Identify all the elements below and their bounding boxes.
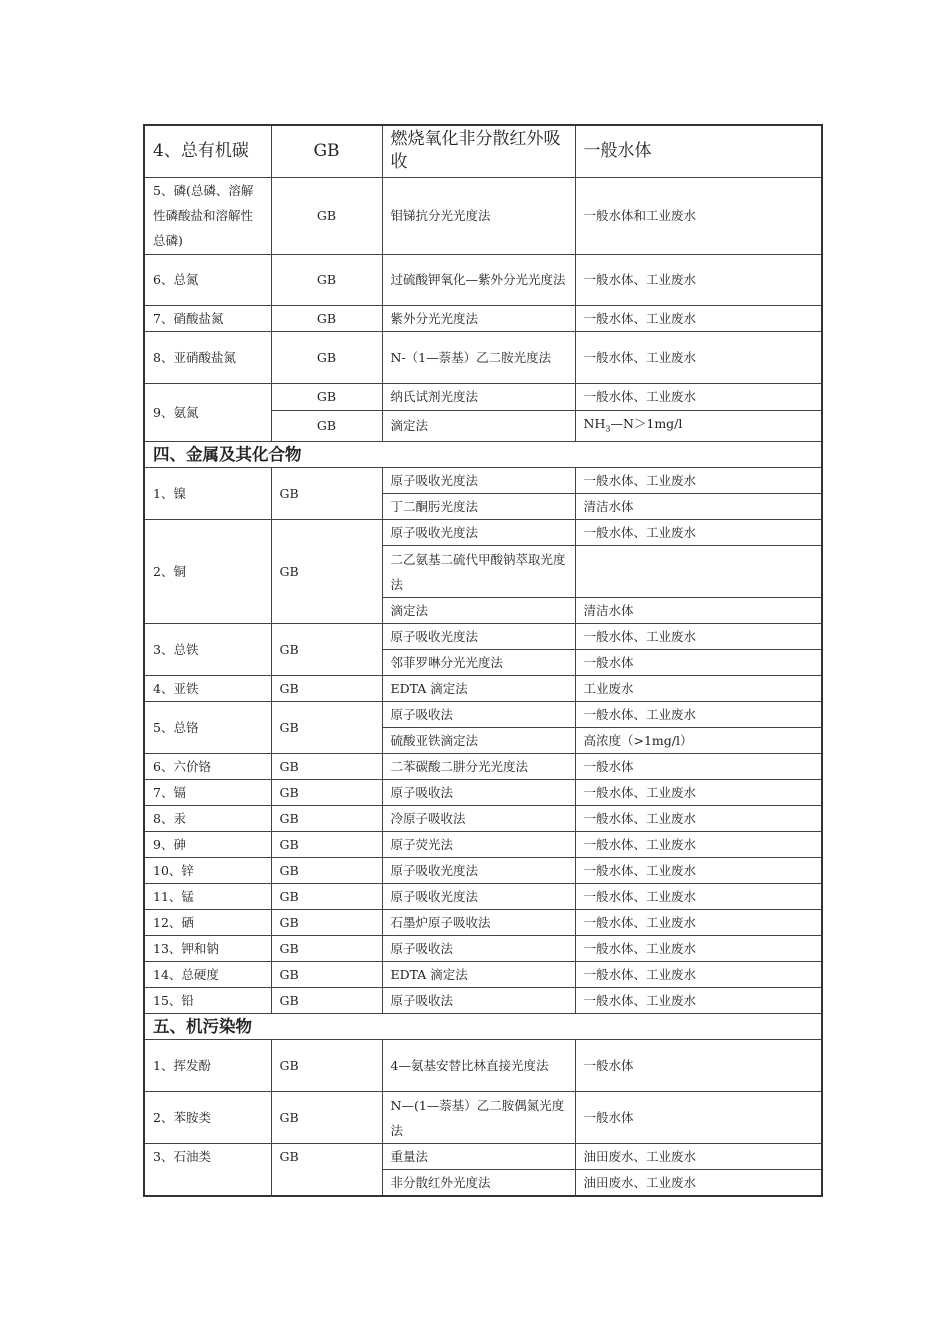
section-header-row (144, 442, 822, 468)
table-row (144, 383, 822, 410)
item-cell: 11、锰 (144, 884, 271, 910)
scope-cell: 一般水体、工业废水 (575, 468, 822, 494)
item-cell: 5、总铬 (144, 702, 271, 754)
standard-cell: GB (271, 254, 382, 305)
scope-cell: 一般水体、工业废水 (575, 780, 822, 806)
item-cell: 8、汞 (144, 806, 271, 832)
method-cell: 原子吸收法 (382, 780, 575, 806)
standard-cell: GB (271, 624, 382, 676)
method-cell: 原子吸收光度法 (382, 884, 575, 910)
scope-cell: 一般水体、工业废水 (575, 884, 822, 910)
scope-cell: 一般水体和工业废水 (575, 177, 822, 254)
item-cell: 6、总氮 (144, 254, 271, 305)
item-cell: 3、总铁 (144, 624, 271, 676)
table-row (144, 177, 822, 254)
method-cell: 非分散红外光度法 (382, 1170, 575, 1197)
method-cell: 过硫酸钾氧化—紫外分光光度法 (382, 254, 575, 305)
table-row (144, 832, 822, 858)
scope-cell: 清洁水体 (575, 598, 822, 624)
scope-suffix: —N＞1mg/l (610, 415, 683, 431)
item-cell: 14、总硬度 (144, 962, 271, 988)
method-cell: 原子吸收法 (382, 702, 575, 728)
scope-cell: 一般水体、工业废水 (575, 254, 822, 305)
scope-cell: 一般水体 (575, 650, 822, 676)
scope-prefix: NH (583, 415, 606, 431)
method-cell: 燃烧氧化非分散红外吸收 (382, 125, 575, 177)
standard-cell: GB (271, 468, 382, 520)
scope-cell: 工业废水 (575, 676, 822, 702)
section-header-row (144, 1014, 822, 1040)
method-cell: 4—氨基安替比林直接光度法 (382, 1040, 575, 1092)
item-cell: 10、锌 (144, 858, 271, 884)
table-row (144, 1092, 822, 1144)
scope-cell: 一般水体 (575, 1092, 822, 1144)
standard-cell: GB (271, 832, 382, 858)
table-row (144, 858, 822, 884)
scope-cell: 一般水体、工业废水 (575, 858, 822, 884)
standard-cell: GB (271, 988, 382, 1014)
standard-cell: GB (271, 754, 382, 780)
standard-cell: GB (271, 520, 382, 624)
item-cell: 15、铅 (144, 988, 271, 1014)
item-cell: 13、钾和钠 (144, 936, 271, 962)
scope-subscript: 3 (605, 424, 611, 433)
method-cell: 滴定法 (382, 410, 575, 442)
table-row (144, 988, 822, 1014)
scope-cell: 一般水体、工业废水 (575, 702, 822, 728)
standard-cell: GB (271, 383, 382, 410)
standards-table (143, 124, 823, 1197)
table-row (144, 520, 822, 546)
method-cell: N-（1—萘基）乙二胺光度法 (382, 331, 575, 383)
standard-cell: GB (271, 1040, 382, 1092)
table-row (144, 936, 822, 962)
method-cell: 滴定法 (382, 598, 575, 624)
table-row (144, 676, 822, 702)
method-cell: 二苯碳酸二肼分光光度法 (382, 754, 575, 780)
item-cell: 8、亚硝酸盐氮 (144, 331, 271, 383)
method-cell: 重量法 (382, 1144, 575, 1170)
item-cell: 4、亚铁 (144, 676, 271, 702)
scope-cell: 一般水体、工业废水 (575, 624, 822, 650)
method-cell: N—(1—萘基）乙二胺偶氮光度法 (382, 1092, 575, 1144)
method-cell: 硫酸亚铁滴定法 (382, 728, 575, 754)
table-row (144, 305, 822, 331)
scope-cell: 一般水体、工业废水 (575, 520, 822, 546)
table-row (144, 962, 822, 988)
method-cell: 纳氏试剂光度法 (382, 383, 575, 410)
method-cell: 原子吸收光度法 (382, 520, 575, 546)
item-cell: 2、铜 (144, 520, 271, 624)
scope-cell (575, 546, 822, 598)
scope-cell (575, 410, 822, 442)
item-cell: 4、总有机碳 (144, 125, 271, 177)
scope-cell: 一般水体、工业废水 (575, 331, 822, 383)
standard-cell: GB (271, 676, 382, 702)
standard-cell: GB (271, 936, 382, 962)
method-cell: 冷原子吸收法 (382, 806, 575, 832)
scope-cell: 一般水体、工业废水 (575, 806, 822, 832)
item-cell: 9、氨氮 (144, 383, 271, 442)
item-cell: 1、镍 (144, 468, 271, 520)
standard-cell: GB (271, 331, 382, 383)
scope-cell: 一般水体、工业废水 (575, 383, 822, 410)
method-cell: 紫外分光光度法 (382, 305, 575, 331)
item-cell: 6、六价铬 (144, 754, 271, 780)
standard-cell: GB (271, 177, 382, 254)
table-row (144, 254, 822, 305)
table-row (144, 910, 822, 936)
standard-cell: GB (271, 702, 382, 754)
scope-cell: 一般水体 (575, 125, 822, 177)
scope-cell: 一般水体、工业废水 (575, 962, 822, 988)
standard-cell: GB (271, 962, 382, 988)
standard-cell: GB (271, 125, 382, 177)
standard-cell: GB (271, 780, 382, 806)
section-title: 四、金属及其化合物 (144, 442, 822, 468)
method-cell: 原子吸收光度法 (382, 468, 575, 494)
scope-cell: 油田废水、工业废水 (575, 1170, 822, 1197)
scope-cell: 一般水体 (575, 754, 822, 780)
item-cell: 12、硒 (144, 910, 271, 936)
item-cell: 5、磷(总磷、溶解性磷酸盐和溶解性总磷) (144, 177, 271, 254)
scope-cell: 一般水体、工业废水 (575, 988, 822, 1014)
scope-cell: 一般水体 (575, 1040, 822, 1092)
scope-cell: 一般水体、工业废水 (575, 832, 822, 858)
method-cell: 原子吸收光度法 (382, 624, 575, 650)
table-row (144, 754, 822, 780)
table-row (144, 1040, 822, 1092)
table-row (144, 331, 822, 383)
item-cell: 2、苯胺类 (144, 1092, 271, 1144)
standard-cell: GB (271, 410, 382, 442)
table-row (144, 468, 822, 494)
standard-cell: GB (271, 884, 382, 910)
scope-cell: 一般水体、工业废水 (575, 910, 822, 936)
scope-cell: 高浓度（>1mg/l） (575, 728, 822, 754)
method-cell: 原子吸收光度法 (382, 858, 575, 884)
method-cell: 石墨炉原子吸收法 (382, 910, 575, 936)
table-row (144, 884, 822, 910)
method-cell: 二乙氨基二硫代甲酸钠萃取光度法 (382, 546, 575, 598)
standard-cell: GB (271, 305, 382, 331)
method-cell: 邻菲罗啉分光光度法 (382, 650, 575, 676)
scope-cell: 油田废水、工业废水 (575, 1144, 822, 1170)
scope-cell: 清洁水体 (575, 494, 822, 520)
standard-cell: GB (271, 1092, 382, 1144)
standard-cell: GB (271, 910, 382, 936)
table-row (144, 1144, 822, 1170)
method-cell: EDTA 滴定法 (382, 962, 575, 988)
section-title: 五、机污染物 (144, 1014, 822, 1040)
method-cell: 钼锑抗分光光度法 (382, 177, 575, 254)
standard-cell: GB (271, 858, 382, 884)
table-row (144, 806, 822, 832)
method-cell: EDTA 滴定法 (382, 676, 575, 702)
item-cell: 7、硝酸盐氮 (144, 305, 271, 331)
method-cell: 丁二酮肟光度法 (382, 494, 575, 520)
table-row (144, 624, 822, 650)
scope-cell: 一般水体、工业废水 (575, 305, 822, 331)
table-row (144, 125, 822, 177)
scope-cell: 一般水体、工业废水 (575, 936, 822, 962)
standard-cell: GB (271, 806, 382, 832)
item-cell: 9、砷 (144, 832, 271, 858)
item-cell: 7、镉 (144, 780, 271, 806)
item-cell: 1、挥发酚 (144, 1040, 271, 1092)
table-row (144, 780, 822, 806)
method-cell: 原子吸收法 (382, 988, 575, 1014)
standard-cell: GB (271, 1144, 382, 1197)
table-row (144, 702, 822, 728)
method-cell: 原子吸收法 (382, 936, 575, 962)
item-cell: 3、石油类 (144, 1144, 271, 1197)
method-cell: 原子荧光法 (382, 832, 575, 858)
